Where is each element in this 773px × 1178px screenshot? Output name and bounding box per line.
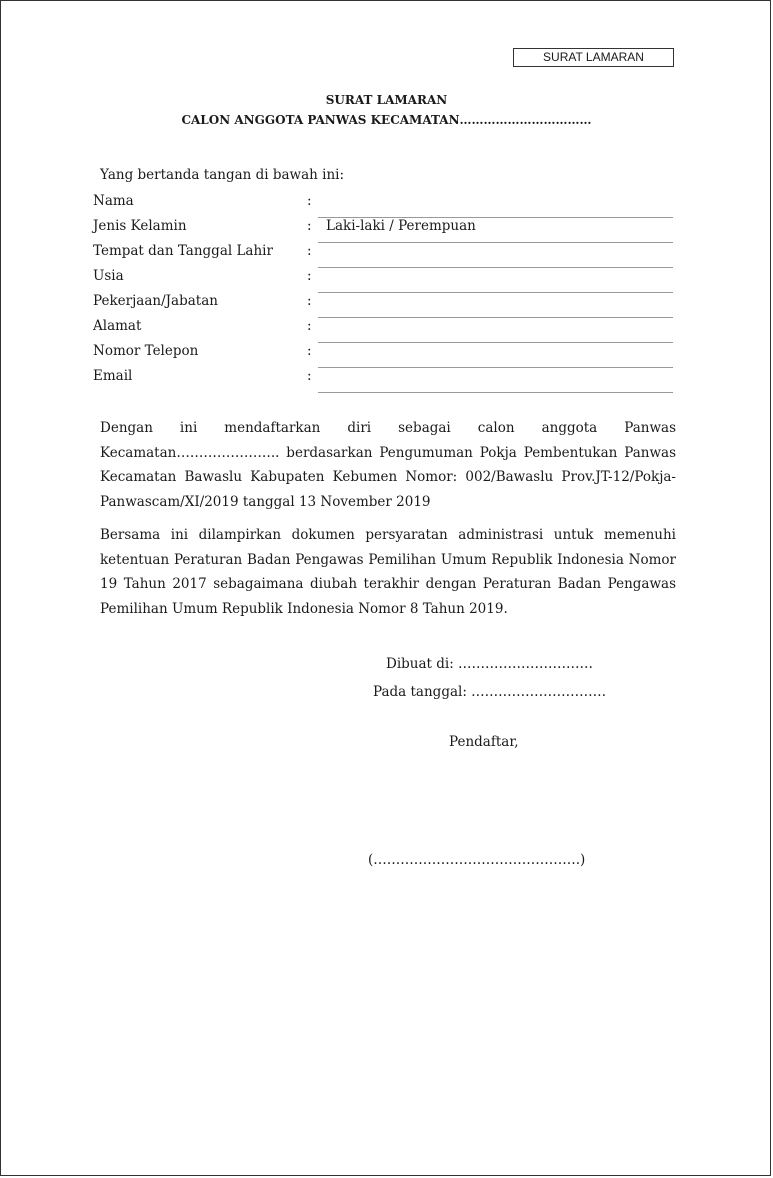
field-line-email[interactable]: [318, 392, 673, 393]
field-label-usia: Usia: [93, 268, 124, 284]
field-line-tempat-tanggal-lahir[interactable]: [318, 267, 673, 268]
field-value-jenis-kelamin: Laki-laki / Perempuan: [326, 218, 476, 234]
field-colon: :: [307, 268, 312, 284]
signature-place: Dibuat di: …………………………: [386, 656, 594, 672]
field-label-jenis-kelamin: Jenis Kelamin: [93, 218, 187, 234]
signature-date: Pada tanggal: …………………………: [373, 684, 607, 700]
signature-name-placeholder: (……………………………………….): [368, 852, 586, 868]
field-label-pekerjaan: Pekerjaan/Jabatan: [93, 293, 218, 309]
field-colon: :: [307, 368, 312, 384]
attachment-paragraph: Bersama ini dilampirkan dokumen persyaratan administrasi untuk memenuhi ketentuan Peraturan Badan Pengawas Pemilihan Umum Republik Indonesia Nomor 19 Tahun 2017 sebagaimana diubah terakhir dengan Peraturan Badan Pengawas Pemilihan Umum Republik Indonesia Nomor 8 Tahun 2019.: [100, 527, 676, 617]
field-colon: :: [307, 293, 312, 309]
registration-paragraph: Dengan ini mendaftarkan diri sebagai calon anggota Panwas Kecamatan………………….. berdasarkan Pengumuman Pokja Pembentukan Panwas Kecamatan Bawaslu Kabupaten Kebumen Nomor: 002/Bawaslu Prov.JT-12/Pokja-Panwascam/XI/2019 tanggal 13 November 2019: [100, 420, 676, 510]
field-colon: :: [307, 218, 312, 234]
document-subtitle: CALON ANGGOTA PANWAS KECAMATAN……………………………: [181, 113, 592, 127]
field-line-jenis-kelamin[interactable]: [318, 242, 673, 243]
field-line-pekerjaan[interactable]: [318, 317, 673, 318]
document-title: SURAT LAMARAN: [325, 93, 448, 107]
field-line-nomor-telepon[interactable]: [318, 367, 673, 368]
field-line-alamat[interactable]: [318, 342, 673, 343]
field-colon: :: [307, 343, 312, 359]
field-label-tempat-tanggal-lahir: Tempat dan Tanggal Lahir: [93, 243, 273, 259]
field-label-nama: Nama: [93, 193, 134, 209]
field-colon: :: [307, 318, 312, 334]
field-colon: :: [307, 193, 312, 209]
header-tag-box: SURAT LAMARAN: [513, 48, 674, 67]
signature-role: Pendaftar,: [449, 734, 519, 750]
field-label-email: Email: [93, 368, 133, 384]
field-line-usia[interactable]: [318, 292, 673, 293]
intro-text: Yang bertanda tangan di bawah ini:: [100, 167, 345, 183]
field-label-alamat: Alamat: [93, 318, 142, 334]
field-colon: :: [307, 243, 312, 259]
field-label-nomor-telepon: Nomor Telepon: [93, 343, 199, 359]
